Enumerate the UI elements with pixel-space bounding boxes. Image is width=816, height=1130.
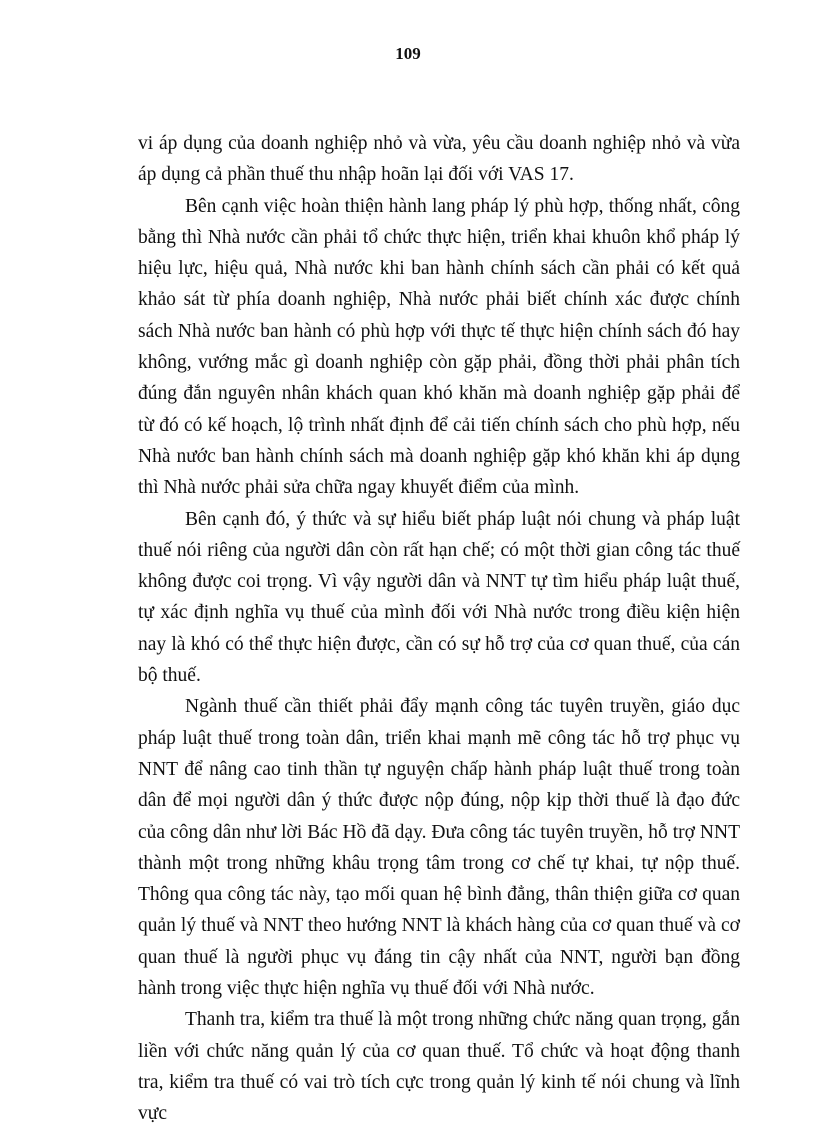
body-text xyxy=(138,128,740,1130)
page-number: 109 xyxy=(395,44,421,63)
paragraph-4: Ngành thuế cần thiết phải đẩy mạnh công tác tuyên truyền, giáo dục pháp luật thuế trong toàn dân, triển khai mạnh mẽ công tác hỗ trợ phục vụ NNT để nâng cao tinh thần tự nguyện chấp hành pháp luật thuế trong toàn dân để mọi người dân ý thức được nộp đúng, nộp kịp thời thuế là đạo đức của công dân như lời Bác Hồ đã dạy. Đưa công tác tuyên truyền, hỗ trợ NNT thành một trong những khâu trọng tâm trong cơ chế tự khai, tự nộp thuế. Thông qua công tác này, tạo mối quan hệ bình đẳng, thân thiện giữa cơ quan quản lý thuế và NNT theo hướng NNT là khách hàng của cơ quan thuế và cơ quan thuế là người phục vụ đáng tin cậy nhất của NNT, người bạn đồng hành trong việc thực hiện nghĩa vụ thuế đối với Nhà nước. xyxy=(138,696,740,1000)
paragraph-1: vi áp dụng của doanh nghiệp nhỏ và vừa, yêu cầu doanh nghiệp nhỏ và vừa áp dụng cả phần thuế thu nhập hoãn lại đối với VAS 17. xyxy=(138,133,740,186)
paragraph-3: Bên cạnh đó, ý thức và sự hiểu biết pháp luật nói chung và pháp luật thuế nói riêng của người dân còn rất hạn chế; có một thời gian công tác thuế không được coi trọng. Vì vậy người dân và NNT tự tìm hiểu pháp luật thuế, tự xác định nghĩa vụ thuế của mình đối với Nhà nước trong điều kiện hiện nay là khó có thể thực hiện được, cần có sự hỗ trợ của cơ quan thuế, của cán bộ thuế. xyxy=(138,508,740,687)
paragraph-2: Bên cạnh việc hoàn thiện hành lang pháp lý phù hợp, thống nhất, công bằng thì Nhà nước cần phải tổ chức thực hiện, triển khai khuôn khổ pháp lý hiệu lực, hiệu quả, Nhà nước khi ban hành chính sách cần phải có kết quả khảo sát từ phía doanh nghiệp, Nhà nước phải biết chính xác được chính sách Nhà nước ban hành có phù hợp với thực tế thực hiện chính sách đó hay không, vướng mắc gì doanh nghiệp còn gặp phải, đồng thời phải phân tích đúng đắn nguyên nhân khách quan khó khăn mà doanh nghiệp gặp phải để từ đó có kế hoạch, lộ trình nhất định để cải tiến chính sách cho phù hợp, nếu Nhà nước ban hành chính sách mà doanh nghiệp gặp khó khăn khi áp dụng thì Nhà nước phải sửa chữa ngay khuyết điểm của mình. xyxy=(138,195,740,499)
paragraph-5: Thanh tra, kiểm tra thuế là một trong những chức năng quan trọng, gắn liền với chức năng quản lý của cơ quan thuế. Tổ chức và hoạt động thanh tra, kiểm tra thuế có vai trò tích cực trong quản lý kinh tế nói chung và lĩnh vực xyxy=(138,1009,740,1125)
